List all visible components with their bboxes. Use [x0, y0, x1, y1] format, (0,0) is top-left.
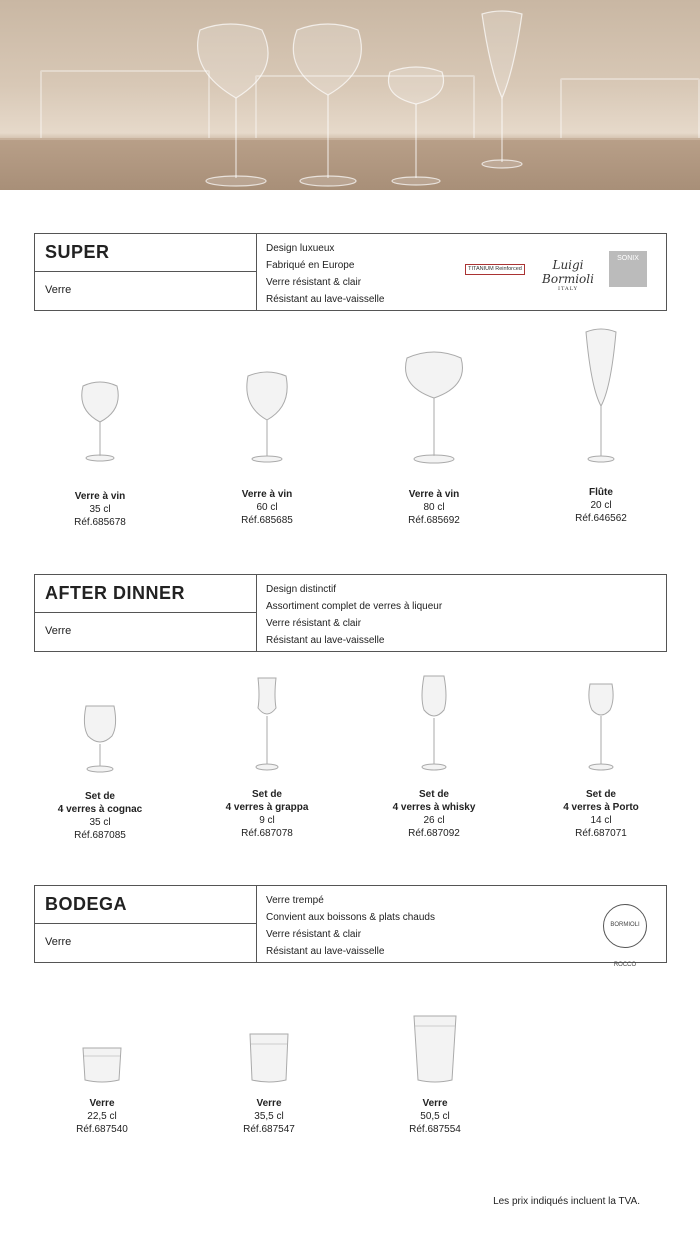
product-name: 4 verres à whisky	[392, 802, 476, 813]
feature-list	[266, 581, 442, 649]
wine-glass-icon	[242, 370, 292, 464]
section-super-box	[34, 233, 667, 311]
product-card[interactable]	[374, 350, 494, 527]
wine-glass-icon	[75, 380, 125, 464]
product-card[interactable]	[209, 1032, 329, 1136]
product-name: Verre	[422, 1098, 448, 1109]
whisky-glass-icon	[416, 674, 452, 772]
product-ref: Réf.685678	[74, 517, 126, 528]
feature-item: Design luxueux	[266, 243, 335, 254]
product-card[interactable]	[40, 380, 160, 529]
luigi-bormioli-logo: Luigi Bormioli ITALY	[542, 258, 594, 292]
grappa-glass-icon	[252, 676, 282, 772]
section-title: AFTER DINNER	[35, 575, 257, 613]
product-card[interactable]	[42, 1046, 162, 1136]
wine-glass-icon	[399, 350, 469, 464]
product-name: Set de	[418, 789, 449, 800]
section-header-left	[35, 575, 257, 651]
product-name: Set de	[251, 789, 282, 800]
product-card[interactable]	[375, 1014, 495, 1136]
product-ref: Réf.685692	[408, 515, 460, 526]
product-name: 4 verres à Porto	[563, 802, 639, 813]
product-capacity: 9 cl	[259, 815, 275, 826]
section-after-dinner-box	[34, 574, 667, 652]
product-name: Set de	[84, 791, 115, 802]
product-name: Verre à vin	[241, 489, 293, 500]
product-card[interactable]	[207, 676, 327, 840]
product-ref: Réf.685685	[241, 515, 293, 526]
product-name: Set de	[585, 789, 616, 800]
product-name: Verre à vin	[74, 491, 126, 502]
product-capacity: 20 cl	[590, 500, 612, 511]
feature-item: Résistant au lave-vaisselle	[266, 294, 385, 305]
section-title: BODEGA	[35, 886, 257, 924]
section-title: SUPER	[35, 234, 257, 272]
tall-tumbler-icon	[412, 1014, 458, 1084]
tumbler-icon	[247, 1032, 291, 1084]
feature-item: Verre trempé	[266, 895, 324, 906]
product-card[interactable]	[374, 674, 494, 840]
product-capacity: 60 cl	[256, 502, 278, 513]
product-card[interactable]	[207, 370, 327, 527]
product-name: Verre	[256, 1098, 282, 1109]
tumbler-icon	[80, 1046, 124, 1084]
product-capacity: 35,5 cl	[254, 1111, 284, 1122]
section-bodega-box	[34, 885, 667, 968]
hero-glasses	[0, 0, 700, 190]
feature-list	[266, 892, 435, 960]
cognac-glass-icon	[78, 704, 122, 774]
vat-footnote: Les prix indiqués incluent la TVA.	[493, 1196, 640, 1207]
product-capacity: 35 cl	[89, 817, 111, 828]
feature-list	[266, 240, 384, 308]
product-name: 4 verres à cognac	[57, 804, 143, 815]
feature-item: Fabriqué en Europe	[266, 260, 355, 271]
product-ref: Réf.687092	[408, 828, 460, 839]
bormioli-rocco-logo: BORMIOLI ROCCO	[603, 904, 647, 948]
product-name: Verre à vin	[408, 489, 460, 500]
feature-item: Verre résistant & clair	[266, 618, 362, 629]
feature-item: Résistant au lave-vaisselle	[266, 946, 385, 957]
product-capacity: 14 cl	[590, 815, 612, 826]
feature-item: Convient aux boissons & plats chauds	[266, 912, 435, 923]
product-ref: Réf.687540	[76, 1124, 128, 1135]
section-subtitle: Verre	[45, 936, 72, 948]
product-card[interactable]	[541, 328, 661, 525]
section-header-left	[35, 886, 257, 962]
product-ref: Réf.687078	[241, 828, 293, 839]
section-header-left	[35, 234, 257, 310]
product-name: 4 verres à grappa	[225, 802, 309, 813]
product-capacity: 35 cl	[89, 504, 111, 515]
section-subtitle: Verre	[45, 625, 72, 637]
section-subtitle: Verre	[45, 284, 72, 296]
titanium-logo: TITANIUM Reinforced	[465, 264, 525, 275]
feature-item: Assortiment complet de verres à liqueur	[266, 601, 443, 612]
feature-item: Résistant au lave-vaisselle	[266, 635, 385, 646]
product-name: Verre	[89, 1098, 115, 1109]
product-capacity: 26 cl	[423, 815, 445, 826]
product-capacity: 22,5 cl	[87, 1111, 117, 1122]
product-card[interactable]	[40, 704, 160, 842]
product-ref: Réf.687547	[243, 1124, 295, 1135]
product-capacity: 50,5 cl	[420, 1111, 450, 1122]
product-ref: Réf.687554	[409, 1124, 461, 1135]
product-ref: Réf.687071	[575, 828, 627, 839]
product-ref: Réf.687085	[74, 830, 126, 841]
feature-item: Verre résistant & clair	[266, 277, 362, 288]
flute-glass-icon	[581, 328, 621, 464]
product-capacity: 80 cl	[423, 502, 445, 513]
port-glass-icon	[583, 682, 619, 772]
feature-item: Design distinctif	[266, 584, 337, 595]
product-ref: Réf.646562	[575, 513, 627, 524]
product-card[interactable]	[541, 682, 661, 840]
sonix-logo: SONIX	[609, 251, 647, 287]
feature-item: Verre résistant & clair	[266, 929, 362, 940]
hero-image	[0, 0, 700, 190]
product-name: Flûte	[589, 487, 613, 498]
